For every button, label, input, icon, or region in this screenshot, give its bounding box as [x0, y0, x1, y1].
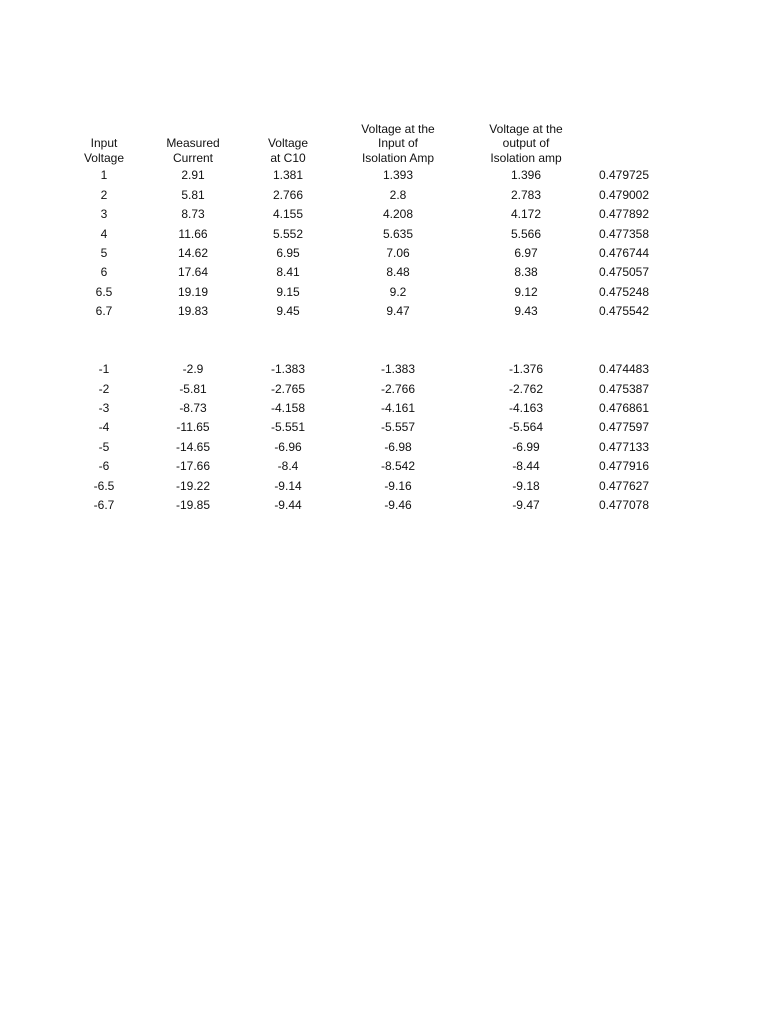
cell-voltage-input-isolation-amp: -5.557	[380, 420, 416, 434]
cell-input-voltage: -1	[98, 362, 110, 376]
table-row	[0, 457, 768, 476]
cell-input-voltage: 5	[100, 246, 108, 260]
cell-measured-current: 17.64	[177, 265, 209, 279]
cell-ratio: 0.475248	[598, 284, 650, 299]
cell-measured-current: -11.65	[176, 420, 210, 434]
cell-input-voltage: -3	[98, 401, 110, 415]
cell-voltage-output-isolation-amp: 1.396	[510, 168, 542, 182]
cell-voltage-input-isolation-amp: 9.47	[386, 304, 410, 318]
cell-ratio: 0.479725	[598, 168, 650, 182]
cell-voltage-input-isolation-amp: -2.766	[380, 381, 416, 396]
cell-measured-current: 14.62	[177, 246, 209, 260]
cell-voltage-input-isolation-amp: 2.8	[389, 187, 407, 202]
cell-input-voltage: 3	[100, 207, 108, 221]
cell-input-voltage: -5	[98, 439, 110, 454]
table-row	[0, 496, 768, 515]
cell-voltage-output-isolation-amp: 9.12	[514, 284, 538, 299]
cell-input-voltage: 6.7	[95, 304, 113, 318]
cell-measured-current: -17.66	[175, 459, 211, 473]
cell-voltage-input-isolation-amp: 7.06	[386, 246, 410, 260]
cell-ratio: 0.479002	[598, 187, 650, 202]
table-row	[0, 477, 768, 496]
cell-measured-current: 11.66	[178, 226, 208, 241]
table-row	[0, 186, 768, 205]
table-row	[0, 225, 768, 244]
cell-voltage-at-c10: -1.383	[270, 362, 306, 376]
cell-ratio: 0.477916	[598, 459, 650, 473]
cell-measured-current: -19.22	[175, 478, 211, 493]
table-row	[0, 244, 768, 263]
cell-measured-current: -5.81	[179, 381, 207, 396]
cell-measured-current: 19.19	[177, 284, 209, 299]
table-row	[0, 418, 768, 437]
cell-ratio: 0.475387	[598, 381, 650, 396]
cell-ratio: 0.476861	[598, 401, 650, 415]
cell-voltage-output-isolation-amp: -8.44	[512, 459, 540, 473]
cell-ratio: 0.477133	[598, 439, 650, 454]
cell-input-voltage: -6.7	[93, 497, 115, 512]
table-row	[0, 360, 768, 379]
cell-voltage-output-isolation-amp: 5.566	[510, 226, 542, 241]
cell-voltage-input-isolation-amp: 4.208	[382, 207, 414, 221]
cell-ratio: 0.477358	[598, 226, 650, 241]
cell-voltage-at-c10: -9.44	[274, 497, 302, 512]
cell-input-voltage: 1	[100, 168, 108, 182]
cell-voltage-input-isolation-amp: 1.393	[382, 168, 414, 182]
cell-voltage-at-c10: -4.158	[270, 401, 306, 415]
cell-voltage-at-c10: -2.765	[270, 381, 306, 396]
cell-voltage-input-isolation-amp: -9.46	[384, 497, 412, 512]
cell-voltage-at-c10: 5.552	[272, 226, 304, 241]
cell-voltage-input-isolation-amp: -8.542	[380, 459, 416, 473]
cell-voltage-at-c10: 4.155	[272, 207, 304, 221]
cell-ratio: 0.475542	[598, 304, 650, 318]
cell-voltage-output-isolation-amp: -4.163	[508, 401, 544, 415]
table-row	[0, 263, 768, 282]
cell-voltage-input-isolation-amp: -4.161	[380, 401, 416, 415]
cell-voltage-output-isolation-amp: 2.783	[510, 187, 542, 202]
cell-voltage-input-isolation-amp: -1.383	[380, 362, 416, 376]
cell-voltage-output-isolation-amp: 6.97	[514, 246, 538, 260]
cell-measured-current: -8.73	[179, 401, 207, 415]
header-voltage-output-isolation-amp: Voltage at the output of Isolation amp	[489, 121, 563, 165]
table-row	[0, 166, 768, 185]
cell-measured-current: -14.65	[175, 439, 211, 454]
cell-voltage-output-isolation-amp: 4.172	[510, 207, 542, 221]
table-row	[0, 283, 768, 302]
cell-input-voltage: -6.5	[93, 478, 115, 493]
cell-voltage-output-isolation-amp: -2.762	[508, 381, 544, 396]
header-input-voltage: Input Voltage	[83, 136, 125, 165]
cell-ratio: 0.477078	[598, 497, 650, 512]
cell-voltage-output-isolation-amp: -1.376	[508, 362, 544, 376]
cell-measured-current: -2.9	[182, 362, 204, 376]
cell-voltage-at-c10: -6.96	[274, 439, 302, 454]
header-row	[0, 119, 768, 165]
header-voltage-at-c10: Voltage at C10	[267, 136, 309, 165]
cell-voltage-input-isolation-amp: 5.635	[382, 226, 414, 241]
cell-ratio: 0.475057	[598, 265, 650, 279]
cell-voltage-at-c10: 1.381	[272, 168, 304, 182]
cell-measured-current: 5.81	[181, 187, 205, 202]
cell-voltage-at-c10: 2.766	[272, 187, 304, 202]
cell-voltage-at-c10: 6.95	[276, 246, 300, 260]
cell-input-voltage: -6	[98, 459, 110, 473]
cell-voltage-input-isolation-amp: 9.2	[389, 284, 407, 299]
cell-voltage-at-c10: 9.15	[276, 284, 300, 299]
cell-voltage-at-c10: 8.41	[276, 265, 300, 279]
cell-input-voltage: 4	[100, 226, 108, 241]
table-row	[0, 205, 768, 224]
cell-input-voltage: -4	[98, 420, 110, 434]
cell-input-voltage: 6.5	[95, 284, 113, 299]
cell-measured-current: 8.73	[181, 207, 205, 221]
table-row	[0, 438, 768, 457]
cell-voltage-input-isolation-amp: 8.48	[386, 265, 410, 279]
cell-voltage-at-c10: -5.551	[270, 420, 306, 434]
cell-voltage-input-isolation-amp: -6.98	[384, 439, 412, 454]
cell-voltage-output-isolation-amp: -5.564	[508, 420, 544, 434]
cell-ratio: 0.476744	[598, 246, 650, 260]
cell-input-voltage: 2	[100, 187, 108, 202]
cell-ratio: 0.477892	[598, 207, 650, 221]
cell-ratio: 0.474483	[598, 362, 650, 376]
table-row	[0, 399, 768, 418]
header-measured-current: Measured Current	[166, 136, 220, 165]
cell-voltage-at-c10: -8.4	[277, 459, 299, 473]
cell-measured-current: 2.91	[181, 168, 205, 182]
cell-voltage-output-isolation-amp: -9.18	[512, 478, 540, 493]
cell-voltage-output-isolation-amp: 8.38	[514, 265, 538, 279]
cell-voltage-input-isolation-amp: -9.16	[384, 478, 412, 493]
table-row	[0, 302, 768, 321]
cell-ratio: 0.477597	[598, 420, 650, 434]
cell-voltage-at-c10: -9.14	[274, 478, 302, 493]
cell-measured-current: 19.83	[177, 304, 209, 318]
cell-voltage-at-c10: 9.45	[276, 304, 300, 318]
cell-measured-current: -19.85	[175, 497, 211, 512]
cell-input-voltage: 6	[100, 265, 108, 279]
cell-voltage-output-isolation-amp: -9.47	[512, 497, 540, 512]
header-voltage-input-isolation-amp: Voltage at the Input of Isolation Amp	[361, 121, 435, 165]
cell-ratio: 0.477627	[598, 478, 650, 493]
cell-input-voltage: -2	[98, 381, 110, 396]
cell-voltage-output-isolation-amp: -6.99	[512, 439, 540, 454]
table-row	[0, 380, 768, 399]
cell-voltage-output-isolation-amp: 9.43	[514, 304, 538, 318]
